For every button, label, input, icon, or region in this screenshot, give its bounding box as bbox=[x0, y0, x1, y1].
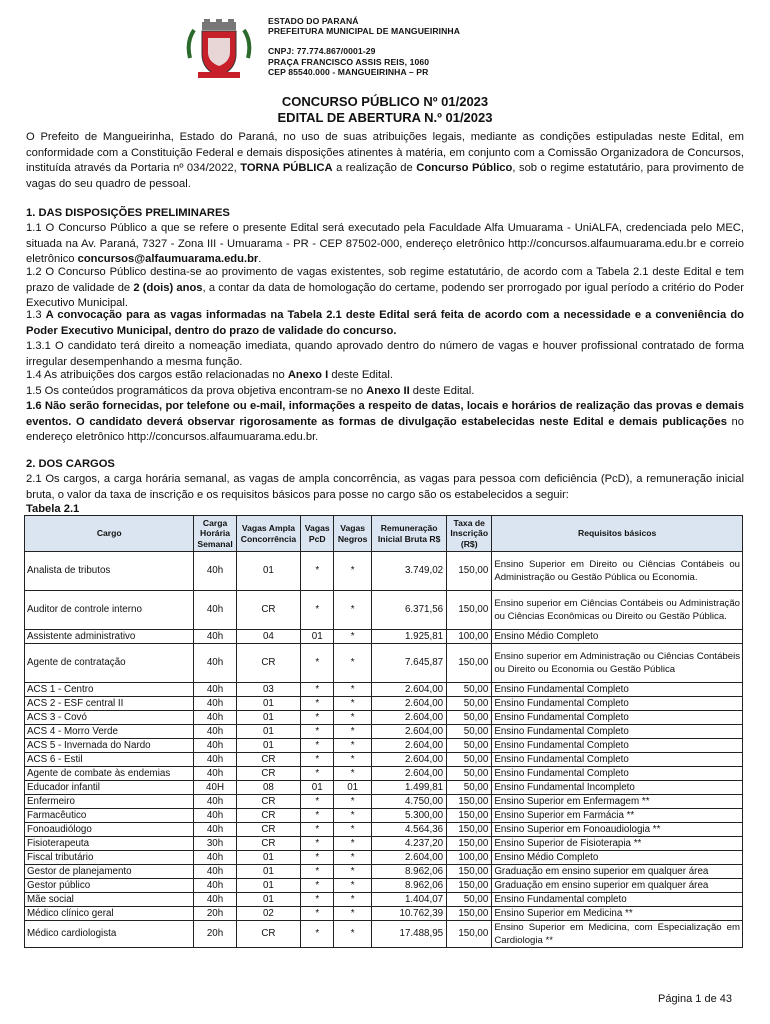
table-cell: 17.488,95 bbox=[372, 921, 447, 948]
table-cell: CR bbox=[236, 753, 301, 767]
table-cell: 2.604,00 bbox=[372, 851, 447, 865]
table-cell: Fisioterapeuta bbox=[25, 837, 194, 851]
table-cell: 10.762,39 bbox=[372, 907, 447, 921]
col-header-remuneracao: Remuneração Inicial Bruta R$ bbox=[372, 516, 447, 552]
table-cell: CR bbox=[236, 921, 301, 948]
table-cell: Ensino Superior de Fisioterapia ** bbox=[492, 837, 743, 851]
table-cell: 150,00 bbox=[447, 809, 492, 823]
clause-1-1-end: . bbox=[258, 253, 262, 266]
table-row bbox=[25, 644, 743, 683]
table-cell: * bbox=[334, 767, 372, 781]
table-cell: Ensino Superior em Enfermagem ** bbox=[492, 795, 743, 809]
table-cell: Enfermeiro bbox=[25, 795, 194, 809]
table-cell: * bbox=[301, 837, 334, 851]
table-cell: * bbox=[301, 552, 334, 591]
table-cell: * bbox=[334, 907, 372, 921]
clause-1-2-text: 1.2 O Concurso Público destina-se ao provimento de vagas existentes, sob regime estatutário, de acordo com a Tabela 2.1 deste Edital e tem prazo de validade de bbox=[26, 266, 744, 294]
table-cell: * bbox=[301, 591, 334, 630]
clause-1-3-text: A convocação para as vagas informadas na Tabela 2.1 deste Edital será feita de acordo com a necessidade e a conveniência do Poder Executivo Municipal, dentro do prazo de validade do concurso. bbox=[26, 309, 744, 337]
table-cell: * bbox=[334, 697, 372, 711]
table-cell: Ensino Superior em Direito ou Ciências Contábeis ou Administração ou Gestão Pública ou Economia. bbox=[492, 552, 743, 591]
table-cell: Ensino Fundamental Completo bbox=[492, 725, 743, 739]
document-title bbox=[26, 94, 744, 126]
table-cell: 4.564,36 bbox=[372, 823, 447, 837]
table-cell: 40h bbox=[194, 893, 236, 907]
table-row bbox=[25, 921, 743, 948]
table-cell: * bbox=[334, 725, 372, 739]
address: PRAÇA FRANCISCO ASSIS REIS, 1060 bbox=[268, 56, 430, 67]
table-cell: 01 bbox=[236, 552, 301, 591]
annex-1-ref: Anexo I bbox=[287, 369, 329, 381]
table-cell: 6.371,56 bbox=[372, 591, 447, 630]
table-cell: 40h bbox=[194, 644, 236, 683]
table-cell: Ensino Superior em Farmácia ** bbox=[492, 809, 743, 823]
clause-1-6 bbox=[26, 399, 744, 446]
table-cell: 50,00 bbox=[447, 683, 492, 697]
clause-1-1-text: 1.1 O Concurso Público a que se refere o presente Edital será executado pela Faculdade Alfa Umuarama - UniALFA, credenciada pelo MEC, situada na Av. Paraná, 7327 - Zona III - Umuarama - PR - CEP 87502-000, endereço eletrônico http://concursos.alfaumuarama.edu.br e correio eletrônico bbox=[26, 222, 744, 266]
table-cell: 5.300,00 bbox=[372, 809, 447, 823]
intro-bold-1: TORNA PÚBLICA bbox=[240, 162, 333, 175]
table-cell: 2.604,00 bbox=[372, 697, 447, 711]
intro-bold-2: Concurso Público bbox=[416, 162, 513, 175]
table-cell: 40h bbox=[194, 697, 236, 711]
table-cell: 40H bbox=[194, 781, 236, 795]
table-cell: Agente de contratação bbox=[25, 644, 194, 683]
table-cell: 150,00 bbox=[447, 865, 492, 879]
table-row bbox=[25, 865, 743, 879]
table-row bbox=[25, 711, 743, 725]
table-cell: Gestor público bbox=[25, 879, 194, 893]
city-hall-name: PREFEITURA MUNICIPAL DE MANGUEIRINHA bbox=[268, 26, 461, 37]
table-cell: Graduação em ensino superior em qualquer área bbox=[492, 865, 743, 879]
table-cell: 100,00 bbox=[447, 630, 492, 644]
table-cell: 150,00 bbox=[447, 823, 492, 837]
table-row bbox=[25, 767, 743, 781]
col-header-requisitos: Requisitos básicos bbox=[492, 516, 743, 552]
cnpj: CNPJ: 77.774.867/0001-29 bbox=[268, 46, 376, 57]
table-cell: * bbox=[301, 865, 334, 879]
table-cell: Fiscal tributário bbox=[25, 851, 194, 865]
table-cell: 150,00 bbox=[447, 644, 492, 683]
table-cell: * bbox=[334, 851, 372, 865]
table-cell: 150,00 bbox=[447, 907, 492, 921]
table-cell: 50,00 bbox=[447, 767, 492, 781]
table-cell: ACS 1 - Centro bbox=[25, 683, 194, 697]
table-cell: * bbox=[301, 907, 334, 921]
table-row bbox=[25, 907, 743, 921]
table-row bbox=[25, 837, 743, 851]
intro-paragraph bbox=[26, 130, 744, 192]
table-cell: * bbox=[301, 795, 334, 809]
table-cell: Médico clínico geral bbox=[25, 907, 194, 921]
table-cell: * bbox=[334, 893, 372, 907]
table-cell: 2.604,00 bbox=[372, 683, 447, 697]
contact-email: concursos@alfaumuarama.edu.br bbox=[77, 253, 259, 266]
table-cell: 50,00 bbox=[447, 725, 492, 739]
table-cell: 30h bbox=[194, 837, 236, 851]
table-cell: * bbox=[301, 767, 334, 781]
table-cell: Ensino Fundamental Completo bbox=[492, 767, 743, 781]
table-cell: * bbox=[334, 644, 372, 683]
table-cell: * bbox=[301, 683, 334, 697]
municipal-crest-icon bbox=[184, 18, 254, 82]
table-cell: * bbox=[301, 809, 334, 823]
clause-1-6-bold: 1.6 Não serão fornecidas, por telefone ou e-mail, informações a respeito de datas, locais e horários de realização das provas e demais eventos. O candidato deverá observar rigorosamente as formas de divulgação estabelecidas neste Edital e demais publicações bbox=[26, 400, 744, 428]
table-cell: 2.604,00 bbox=[372, 767, 447, 781]
table-cell: ACS 4 - Morro Verde bbox=[25, 725, 194, 739]
annex-2-ref: Anexo II bbox=[366, 385, 410, 397]
table-cell: 50,00 bbox=[447, 893, 492, 907]
table-cell: ACS 2 - ESF central II bbox=[25, 697, 194, 711]
table-cell: * bbox=[334, 739, 372, 753]
col-header-vagas-ampla: Vagas Ampla Concorrência bbox=[236, 516, 301, 552]
table-cell: * bbox=[334, 921, 372, 948]
table-cell: 01 bbox=[334, 781, 372, 795]
table-cell: Mãe social bbox=[25, 893, 194, 907]
intro-text-2: a realização de bbox=[332, 162, 417, 175]
table-row bbox=[25, 795, 743, 809]
table-cell: 50,00 bbox=[447, 781, 492, 795]
table-cell: * bbox=[301, 753, 334, 767]
table-row bbox=[25, 697, 743, 711]
table-row bbox=[25, 851, 743, 865]
table-cell: 40h bbox=[194, 879, 236, 893]
table-cell: 8.962,06 bbox=[372, 879, 447, 893]
table-label: Tabela 2.1 bbox=[26, 503, 80, 515]
table-cell: 50,00 bbox=[447, 753, 492, 767]
table-cell: 01 bbox=[236, 739, 301, 753]
validity-period: 2 (dois) anos bbox=[133, 281, 203, 294]
table-cell: 40h bbox=[194, 683, 236, 697]
clause-1-3 bbox=[26, 308, 744, 339]
table-cell: * bbox=[301, 739, 334, 753]
table-row bbox=[25, 552, 743, 591]
table-cell: 40h bbox=[194, 809, 236, 823]
clause-1-4-text: 1.4 As atribuições dos cargos estão relacionadas no bbox=[26, 369, 288, 381]
table-cell: CR bbox=[236, 644, 301, 683]
table-row bbox=[25, 753, 743, 767]
table-row bbox=[25, 781, 743, 795]
table-cell: 4.750,00 bbox=[372, 795, 447, 809]
table-cell: 2.604,00 bbox=[372, 711, 447, 725]
table-cell: * bbox=[334, 630, 372, 644]
table-cell: * bbox=[334, 711, 372, 725]
table-cell: Ensino Fundamental Completo bbox=[492, 697, 743, 711]
table-cell: ACS 5 - Invernada do Nardo bbox=[25, 739, 194, 753]
table-cell: 100,00 bbox=[447, 851, 492, 865]
table-row bbox=[25, 630, 743, 644]
table-cell: Ensino Fundamental Completo bbox=[492, 753, 743, 767]
clause-1-2 bbox=[26, 265, 744, 312]
table-cell: Ensino Fundamental Completo bbox=[492, 739, 743, 753]
table-cell: Ensino Médio Completo bbox=[492, 851, 743, 865]
table-row bbox=[25, 809, 743, 823]
table-cell: 150,00 bbox=[447, 552, 492, 591]
table-cell: 8.962,06 bbox=[372, 865, 447, 879]
table-cell: 50,00 bbox=[447, 739, 492, 753]
clause-1-4-end: deste Edital. bbox=[328, 369, 393, 381]
table-cell: 150,00 bbox=[447, 591, 492, 630]
positions-table bbox=[24, 515, 743, 948]
table-cell: 01 bbox=[236, 725, 301, 739]
table-cell: 40h bbox=[194, 591, 236, 630]
table-cell: Ensino Fundamental Incompleto bbox=[492, 781, 743, 795]
table-cell: 150,00 bbox=[447, 879, 492, 893]
table-cell: * bbox=[301, 879, 334, 893]
table-cell: 1.925,81 bbox=[372, 630, 447, 644]
table-cell: CR bbox=[236, 795, 301, 809]
title-line-2: EDITAL DE ABERTURA N.º 01/2023 bbox=[277, 110, 493, 125]
table-cell: Farmacêutico bbox=[25, 809, 194, 823]
table-cell: * bbox=[334, 795, 372, 809]
table-cell: 50,00 bbox=[447, 711, 492, 725]
table-cell: 150,00 bbox=[447, 837, 492, 851]
clause-1-6-end: no endereço eletrônico http://concursos.alfaumuarama.edu.br. bbox=[26, 415, 744, 444]
table-cell: 40h bbox=[194, 630, 236, 644]
table-cell: 40h bbox=[194, 753, 236, 767]
table-row bbox=[25, 893, 743, 907]
table-cell: Médico cardiologista bbox=[25, 921, 194, 948]
table-cell: 40h bbox=[194, 711, 236, 725]
table-row bbox=[25, 725, 743, 739]
table-cell: 01 bbox=[236, 893, 301, 907]
table-cell: 4.237,20 bbox=[372, 837, 447, 851]
table-cell: * bbox=[334, 865, 372, 879]
table-cell: Ensino Fundamental Completo bbox=[492, 711, 743, 725]
table-cell: * bbox=[334, 879, 372, 893]
clause-1-5-end: deste Edital. bbox=[409, 385, 475, 397]
table-cell: * bbox=[334, 809, 372, 823]
table-cell: 40h bbox=[194, 865, 236, 879]
table-cell: * bbox=[301, 725, 334, 739]
table-cell: 2.604,00 bbox=[372, 753, 447, 767]
table-cell: * bbox=[301, 921, 334, 948]
table-cell: * bbox=[334, 837, 372, 851]
section-1-heading: 1. DAS DISPOSIÇÕES PRELIMINARES bbox=[26, 207, 230, 219]
table-cell: 01 bbox=[301, 630, 334, 644]
col-header-taxa: Taxa de Inscrição (R$) bbox=[447, 516, 492, 552]
table-cell: 01 bbox=[236, 865, 301, 879]
col-header-cargo: Cargo bbox=[25, 516, 194, 552]
table-cell: CR bbox=[236, 591, 301, 630]
table-cell: 02 bbox=[236, 907, 301, 921]
table-row bbox=[25, 739, 743, 753]
table-cell: Ensino Médio Completo bbox=[492, 630, 743, 644]
table-cell: 01 bbox=[236, 851, 301, 865]
table-cell: 01 bbox=[236, 711, 301, 725]
table-cell: * bbox=[334, 591, 372, 630]
clause-1-3-number: 1.3 bbox=[26, 309, 46, 321]
table-cell: Assistente administrativo bbox=[25, 630, 194, 644]
state-name: ESTADO DO PARANÁ bbox=[268, 16, 359, 26]
table-header-row bbox=[25, 516, 743, 552]
table-body bbox=[25, 552, 743, 948]
table-cell: CR bbox=[236, 837, 301, 851]
table-cell: Ensino Superior em Fonoaudiologia ** bbox=[492, 823, 743, 837]
table-cell: Auditor de controle interno bbox=[25, 591, 194, 630]
table-cell: * bbox=[334, 552, 372, 591]
table-cell: 40h bbox=[194, 823, 236, 837]
page-number: Página 1 de 43 bbox=[657, 993, 732, 1005]
table-cell: Fonoaudiólogo bbox=[25, 823, 194, 837]
table-cell: * bbox=[334, 753, 372, 767]
table-cell: * bbox=[334, 823, 372, 837]
table-cell: 150,00 bbox=[447, 921, 492, 948]
table-cell: 01 bbox=[236, 879, 301, 893]
table-cell: Ensino Superior em Medicina ** bbox=[492, 907, 743, 921]
table-cell: CR bbox=[236, 767, 301, 781]
table-cell: * bbox=[301, 851, 334, 865]
table-cell: CR bbox=[236, 823, 301, 837]
table-cell: * bbox=[301, 893, 334, 907]
table-cell: 40h bbox=[194, 725, 236, 739]
intro-text-3: , sob o regime estatutário, para provimento de vagas do seu quadro de pessoal. bbox=[26, 162, 744, 190]
table-cell: Agente de combate às endemias bbox=[25, 767, 194, 781]
col-header-carga: Carga Horária Semanal bbox=[194, 516, 236, 552]
table-cell: Educador infantil bbox=[25, 781, 194, 795]
table-cell: Ensino superior em Ciências Contábeis ou Administração ou Ciências Econômicas ou Direito ou Gestão Pública. bbox=[492, 591, 743, 630]
table-cell: 01 bbox=[236, 697, 301, 711]
table-row bbox=[25, 823, 743, 837]
table-cell: Ensino Superior em Medicina, com Especialização em Cardiologia ** bbox=[492, 921, 743, 948]
table-cell: 20h bbox=[194, 907, 236, 921]
table-cell: 03 bbox=[236, 683, 301, 697]
table-cell: * bbox=[334, 683, 372, 697]
table-cell: 40h bbox=[194, 739, 236, 753]
clause-1-1 bbox=[26, 221, 744, 268]
table-cell: 04 bbox=[236, 630, 301, 644]
postal-code: CEP 85540.000 - MANGUEIRINHA – PR bbox=[268, 66, 429, 77]
table-cell: 08 bbox=[236, 781, 301, 795]
table-cell: 40h bbox=[194, 851, 236, 865]
clause-1-5 bbox=[26, 384, 744, 400]
table-cell: 1.499,81 bbox=[372, 781, 447, 795]
letterhead-text bbox=[268, 16, 608, 77]
table-cell: 7.645,87 bbox=[372, 644, 447, 683]
clause-1-5-text: 1.5 Os conteúdos programáticos da prova objetiva encontram-se no bbox=[26, 385, 367, 397]
table-cell: Gestor de planejamento bbox=[25, 865, 194, 879]
table-cell: ACS 3 - Covó bbox=[25, 711, 194, 725]
table-cell: 50,00 bbox=[447, 697, 492, 711]
letterhead bbox=[184, 16, 604, 86]
table-cell: 1.404,07 bbox=[372, 893, 447, 907]
table-cell: 3.749,02 bbox=[372, 552, 447, 591]
table-cell: 40h bbox=[194, 767, 236, 781]
table-cell: Graduação em ensino superior em qualquer área bbox=[492, 879, 743, 893]
table-cell: Ensino superior em Administração ou Ciências Contábeis ou Direito ou Economia ou Gestão Pública bbox=[492, 644, 743, 683]
clause-1-3-1: 1.3.1 O candidato terá direito a nomeação imediata, quando aprovado dentro do número de vagas e houver profissional contratado de forma irregular desempenhando a mesma função. bbox=[26, 340, 744, 368]
col-header-vagas-pcd: Vagas PcD bbox=[301, 516, 334, 552]
intro-text: O Prefeito de Mangueirinha, Estado do Paraná, no uso de suas atribuições legais, mediante as condições estipuladas neste Edital, em conformidade com a Constituição Federal e demais disposições atinentes à matéria, em conjunto com a Comissão Organizadora de Concursos, instituída através da Portaria nº 034/2022, bbox=[26, 131, 744, 175]
table-cell: 2.604,00 bbox=[372, 739, 447, 753]
table-cell: * bbox=[301, 644, 334, 683]
table-cell: Ensino Fundamental completo bbox=[492, 893, 743, 907]
table-cell: CR bbox=[236, 809, 301, 823]
col-header-vagas-negros: Vagas Negros bbox=[334, 516, 372, 552]
table-cell: 01 bbox=[301, 781, 334, 795]
table-cell: 40h bbox=[194, 795, 236, 809]
clause-2-1: 2.1 Os cargos, a carga horária semanal, as vagas de ampla concorrência, as vagas para pessoa com deficiência (PcD), a remuneração inicial bruta, o valor da taxa de inscrição e os requisitos básicos para posse no cargo são os estabelecidos a seguir: bbox=[26, 473, 744, 501]
clause-1-4 bbox=[26, 368, 744, 384]
table-row bbox=[25, 683, 743, 697]
section-2-heading: 2. DOS CARGOS bbox=[26, 458, 115, 470]
title-line-1: CONCURSO PÚBLICO Nº 01/2023 bbox=[281, 94, 489, 109]
table-cell: * bbox=[301, 823, 334, 837]
table-row bbox=[25, 591, 743, 630]
table-cell: * bbox=[301, 697, 334, 711]
table-cell: ACS 6 - Estil bbox=[25, 753, 194, 767]
table-cell: * bbox=[301, 711, 334, 725]
table-cell: 20h bbox=[194, 921, 236, 948]
table-cell: Ensino Fundamental Completo bbox=[492, 683, 743, 697]
clause-1-2-end: , a contar da data de homologação do certame, podendo ser prorrogado por igual período a critério do Poder Executivo Municipal. bbox=[26, 281, 744, 310]
table-cell: 2.604,00 bbox=[372, 725, 447, 739]
table-row bbox=[25, 879, 743, 893]
table-cell: 40h bbox=[194, 552, 236, 591]
table-cell: Analista de tributos bbox=[25, 552, 194, 591]
table-cell: 150,00 bbox=[447, 795, 492, 809]
